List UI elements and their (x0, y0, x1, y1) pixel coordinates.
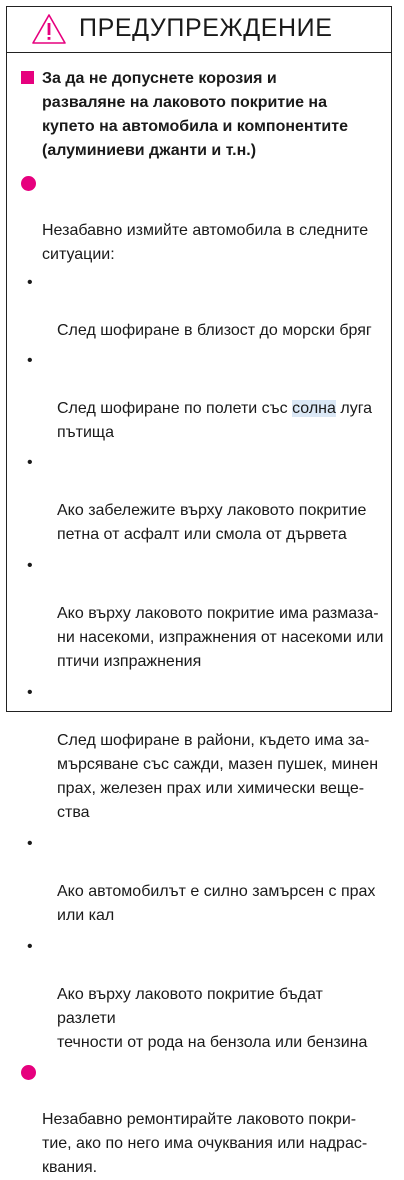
highlighted-word: солна (292, 400, 336, 417)
warning-title: ПРЕДУПРЕЖДЕНИЕ (79, 14, 333, 42)
circle-bullet-icon (21, 1065, 36, 1080)
repair-instruction (21, 1060, 385, 1180)
intro-paragraph (21, 67, 383, 163)
warning-content (21, 171, 385, 1180)
list-item-text: Ако върху лаковото покритие има размаза- ни насекоми, изпражнения от насекоми или птичи изпражнения (57, 605, 384, 670)
bullet-dot-icon: • (27, 557, 33, 574)
bullet-dot-icon: • (27, 684, 33, 701)
list-item (21, 451, 385, 547)
bullet-dot-icon: • (27, 835, 33, 852)
circle-bullet-icon (21, 176, 36, 191)
list-item (21, 349, 385, 445)
list-item-text: След шофиране в райони, където има за- мърсяване със сажди, мазен пушек, минен прах, железен прах или химически веще- ства (57, 732, 379, 821)
repair-instruction-text: Незабавно ремонтирайте лаковото покри- тие, ако по него има очуквания или надрас- квания. (42, 1111, 368, 1176)
list-item (21, 554, 385, 674)
list-item-text-after: луга пътища (57, 400, 373, 441)
list-item-text: Ако върху лаковото покритие бъдат разлети течности от рода на бензола или бензина (57, 986, 368, 1051)
situation-list (21, 271, 385, 1055)
bullet-dot-icon: • (27, 938, 33, 955)
wash-instruction (21, 171, 385, 267)
bullet-dot-icon: • (27, 454, 33, 471)
warning-triangle-icon (31, 13, 67, 45)
warning-box (6, 6, 392, 1176)
list-item (21, 681, 385, 825)
square-bullet-icon (21, 71, 34, 84)
list-item-text: Ако автомобилът е силно замърсен с прах или кал (57, 883, 376, 924)
bullet-dot-icon: • (27, 352, 33, 369)
wash-instruction-text: Незабавно измийте автомобила в следните ситуации: (42, 222, 369, 263)
list-item (21, 832, 385, 928)
list-item-text: След шофиране в близост до морски бряг (57, 322, 372, 339)
list-item (21, 935, 385, 1055)
list-item (21, 271, 385, 343)
list-item-text: Ако забележите върху лаковото покритие петна от асфалт или смола от дървета (57, 502, 367, 543)
warning-header (7, 7, 391, 53)
intro-text: За да не допуснете корозия и разваляне на лаковото покритие на купето на автомобила и компонентите (алуминиеви джанти и т.н.) (42, 70, 348, 159)
bullet-dot-icon: • (27, 274, 33, 291)
list-item-text-before: След шофиране по полети със (57, 400, 293, 417)
